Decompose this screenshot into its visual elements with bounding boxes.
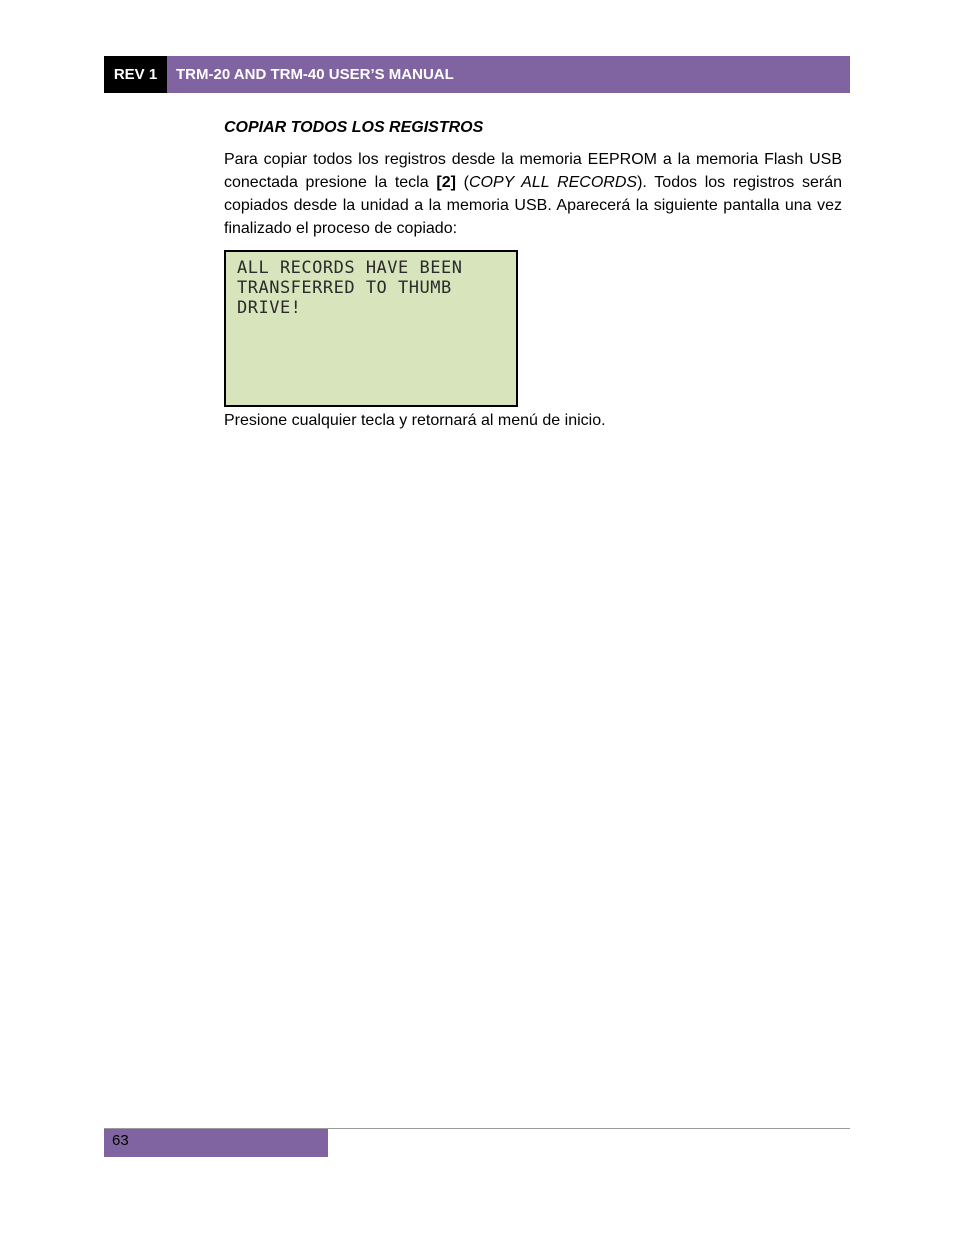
revision-label: REV 1 <box>104 56 167 93</box>
lcd-line: TRANSFERRED TO THUMB <box>237 278 452 298</box>
para-text-3: ). Todos los registros serán copiados desde la unidad a la memoria USB. Aparecerá la siguiente pantalla una vez finalizado el proceso de copiado: <box>224 174 842 237</box>
page-content <box>224 116 842 432</box>
followup-text: Presione cualquier tecla y retornará al menú de inicio. <box>224 412 606 429</box>
key-description: COPY ALL RECORDS <box>468 174 638 191</box>
para-text-1: Para copiar todos los registros desde la memoria EEPROM a la memoria Flash USB conectada presione la tecla <box>224 151 842 191</box>
page-number: 63 <box>104 1129 328 1157</box>
lcd-screen <box>224 250 518 407</box>
key-reference: [2] <box>436 174 456 191</box>
para-text-2: ( <box>455 174 469 191</box>
lcd-line: ALL RECORDS HAVE BEEN <box>237 258 463 278</box>
manual-title: TRM-20 AND TRM-40 USER’S MANUAL <box>167 56 850 93</box>
instruction-paragraph <box>224 148 842 240</box>
page-header <box>104 56 850 93</box>
lcd-line: DRIVE! <box>237 298 302 318</box>
section-title: COPIAR TODOS LOS REGISTROS <box>224 119 484 136</box>
